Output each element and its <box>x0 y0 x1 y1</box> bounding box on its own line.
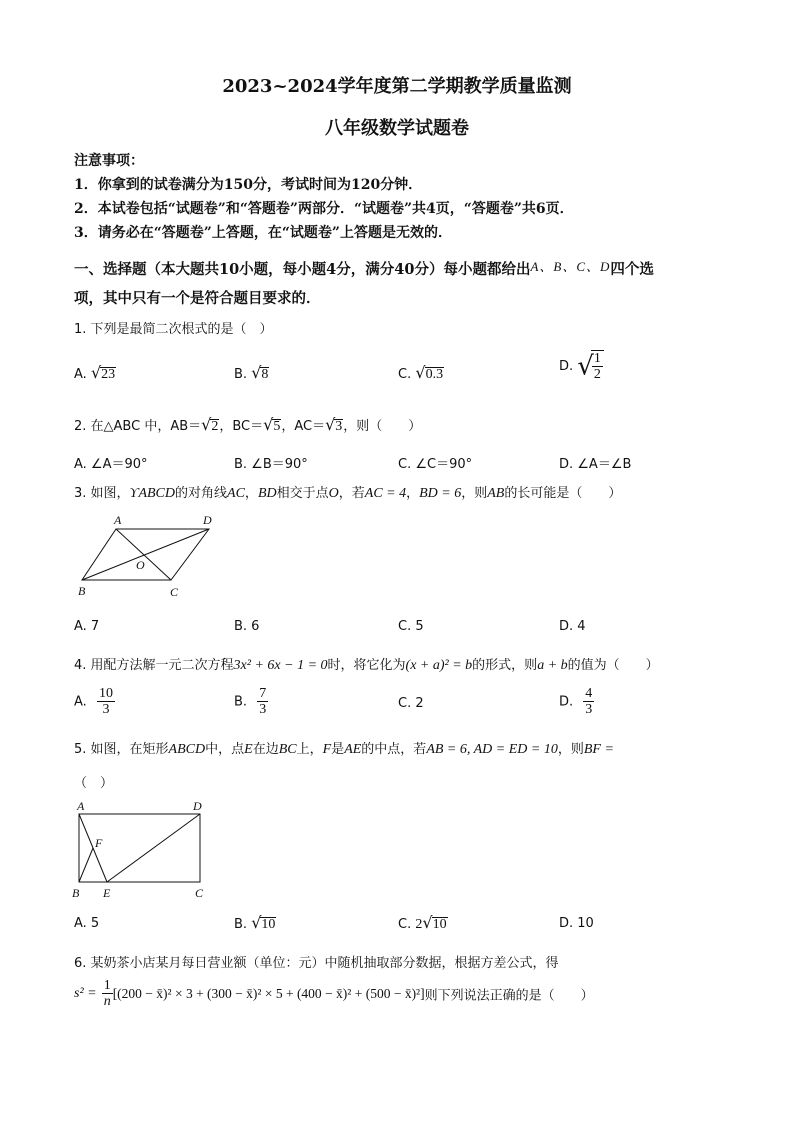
sqrt-symbol: √ <box>415 363 426 382</box>
q2-option-c: C. ∠C＝90° <box>398 457 473 472</box>
label-o: O <box>136 558 145 572</box>
q1-option-a: A. √23 <box>74 363 116 382</box>
label-b: B <box>72 886 80 900</box>
notice-item-2: 2．本试卷包括“试题卷”和“答题卷”两部分．“试题卷”共4页，“答题卷”共6页． <box>74 201 574 217</box>
label-a: A <box>114 513 122 527</box>
q1-b-radicand: 8 <box>261 367 269 382</box>
exam-subtitle: 八年级数学试题卷 <box>325 118 469 139</box>
q4-option-c: C. 2 <box>398 696 424 711</box>
q5-answer-paren: （ ） <box>74 776 114 791</box>
segment-de <box>107 814 200 882</box>
q4-option-b: B. $\frac{7}{3}$ <box>234 686 267 718</box>
label-b: B <box>78 584 86 598</box>
q4-option-a: A. $\frac{10}{3}$ <box>74 686 113 718</box>
label-c: C <box>170 585 179 599</box>
q6-fraction: $\frac{1}{n}$ <box>103 978 111 1010</box>
label-d: D <box>193 799 202 813</box>
q5-option-c: C. 2√10 <box>398 913 447 932</box>
label-e: E <box>103 886 111 900</box>
q5-option-d: D. 10 <box>559 916 594 931</box>
sqrt-symbol: √ <box>251 913 262 932</box>
sqrt-symbol: √ <box>577 351 594 382</box>
sqrt-symbol: √ <box>325 415 336 434</box>
label-f: F <box>95 836 103 850</box>
q3-option-a: A. 7 <box>74 619 100 634</box>
q4-a-fraction: $\frac{10}{3}$ <box>98 686 113 718</box>
q1-option-d: D. √ $\frac{1}{2}$ <box>559 350 604 383</box>
q5-option-a: A. 5 <box>74 916 100 931</box>
q1-option-c: C. √0.3 <box>398 363 444 382</box>
segment-bf <box>79 848 93 882</box>
q1-d-fraction: $\frac{1}{2}$ <box>593 351 601 383</box>
q6-variance-formula: s² = $\frac{1}{n}$ [(200 − x̄)² × 3 + (300 − x̄)² × 5 + (400 − x̄)² + (500 − x̄)²]则下列说法正确的是（ ） <box>74 978 594 1010</box>
q5-option-b: B. √10 <box>234 913 276 932</box>
diagonal-ac <box>116 529 171 580</box>
q1-stem: 1. 下列是最简二次根式的是（ ） <box>74 322 273 337</box>
sqrt-symbol: √ <box>201 415 212 434</box>
q5-stem: 5. 如图，在矩形ABCD中，点E在边BC上，F是AE的中点，若AB = 6, AD = ED = 10，则BF = <box>74 742 614 757</box>
q3-parallelogram-figure <box>72 512 222 604</box>
notice-item-1: 1．你拿到的试卷满分为150分，考试时间为120分钟． <box>74 177 423 193</box>
q3-stem: 3. 如图，ϒABCD的对角线AC，BD相交于点O，若AC = 4，BD = 6，则AB的长可能是（ ） <box>74 486 622 501</box>
q4-b-fraction: $\frac{7}{3}$ <box>259 686 267 718</box>
q6-stem: 6. 某奶茶小店某月每日营业额（单位：元）中随机抽取部分数据，根据方差公式，得 <box>74 956 559 971</box>
q2-option-a: A. ∠A＝90° <box>74 457 148 472</box>
sqrt-symbol: √ <box>422 913 433 932</box>
q2-option-d: D. ∠A＝∠B <box>559 457 632 472</box>
label-a: A <box>77 799 85 813</box>
sqrt-symbol: √ <box>263 415 274 434</box>
q3-option-b: B. 6 <box>234 619 260 634</box>
q2-option-b: B. ∠B＝90° <box>234 457 308 472</box>
q3-option-d: D. 4 <box>559 619 586 634</box>
q5-rectangle-figure <box>70 796 215 902</box>
q4-d-fraction: $\frac{4}{3}$ <box>585 686 593 718</box>
sqrt-symbol: √ <box>251 363 262 382</box>
notice-heading: 注意事项： <box>74 153 144 169</box>
label-d: D <box>203 513 212 527</box>
notice-item-3: 3．请务必在“答题卷”上答题，在“试题卷”上答题是无效的． <box>74 225 452 241</box>
q1-option-b: B. √8 <box>234 363 269 382</box>
q1-a-radicand: 23 <box>101 367 116 382</box>
q2-stem: 2. 在△ABC 中，AB＝√2，BC＝√5，AC＝√3，则（ ） <box>74 415 422 434</box>
sqrt-symbol: √ <box>90 363 102 382</box>
q3-option-c: C. 5 <box>398 619 424 634</box>
q4-option-d: D. $\frac{4}{3}$ <box>559 686 593 718</box>
section-heading-line2: 项，其中只有一个是符合题目要求的． <box>74 290 321 307</box>
label-c: C <box>195 886 204 900</box>
section-heading-end: 四个选 <box>610 261 654 278</box>
section-heading-text: 一、选择题（本大题共10小题，每小题4分，满分40分）每小题都给出 <box>74 261 531 278</box>
exam-title: 2023~2024学年度第二学期教学质量监测 <box>222 76 572 97</box>
section-options-letters: A、B、C、D <box>530 259 611 274</box>
section-heading-line1 <box>74 256 654 279</box>
q4-stem: 4. 用配方法解一元二次方程3x² + 6x − 1 = 0时，将它化为(x + a)² = b的形式，则a + b的值为（ ） <box>74 658 659 673</box>
q1-c-radicand: 0.3 <box>425 367 444 382</box>
